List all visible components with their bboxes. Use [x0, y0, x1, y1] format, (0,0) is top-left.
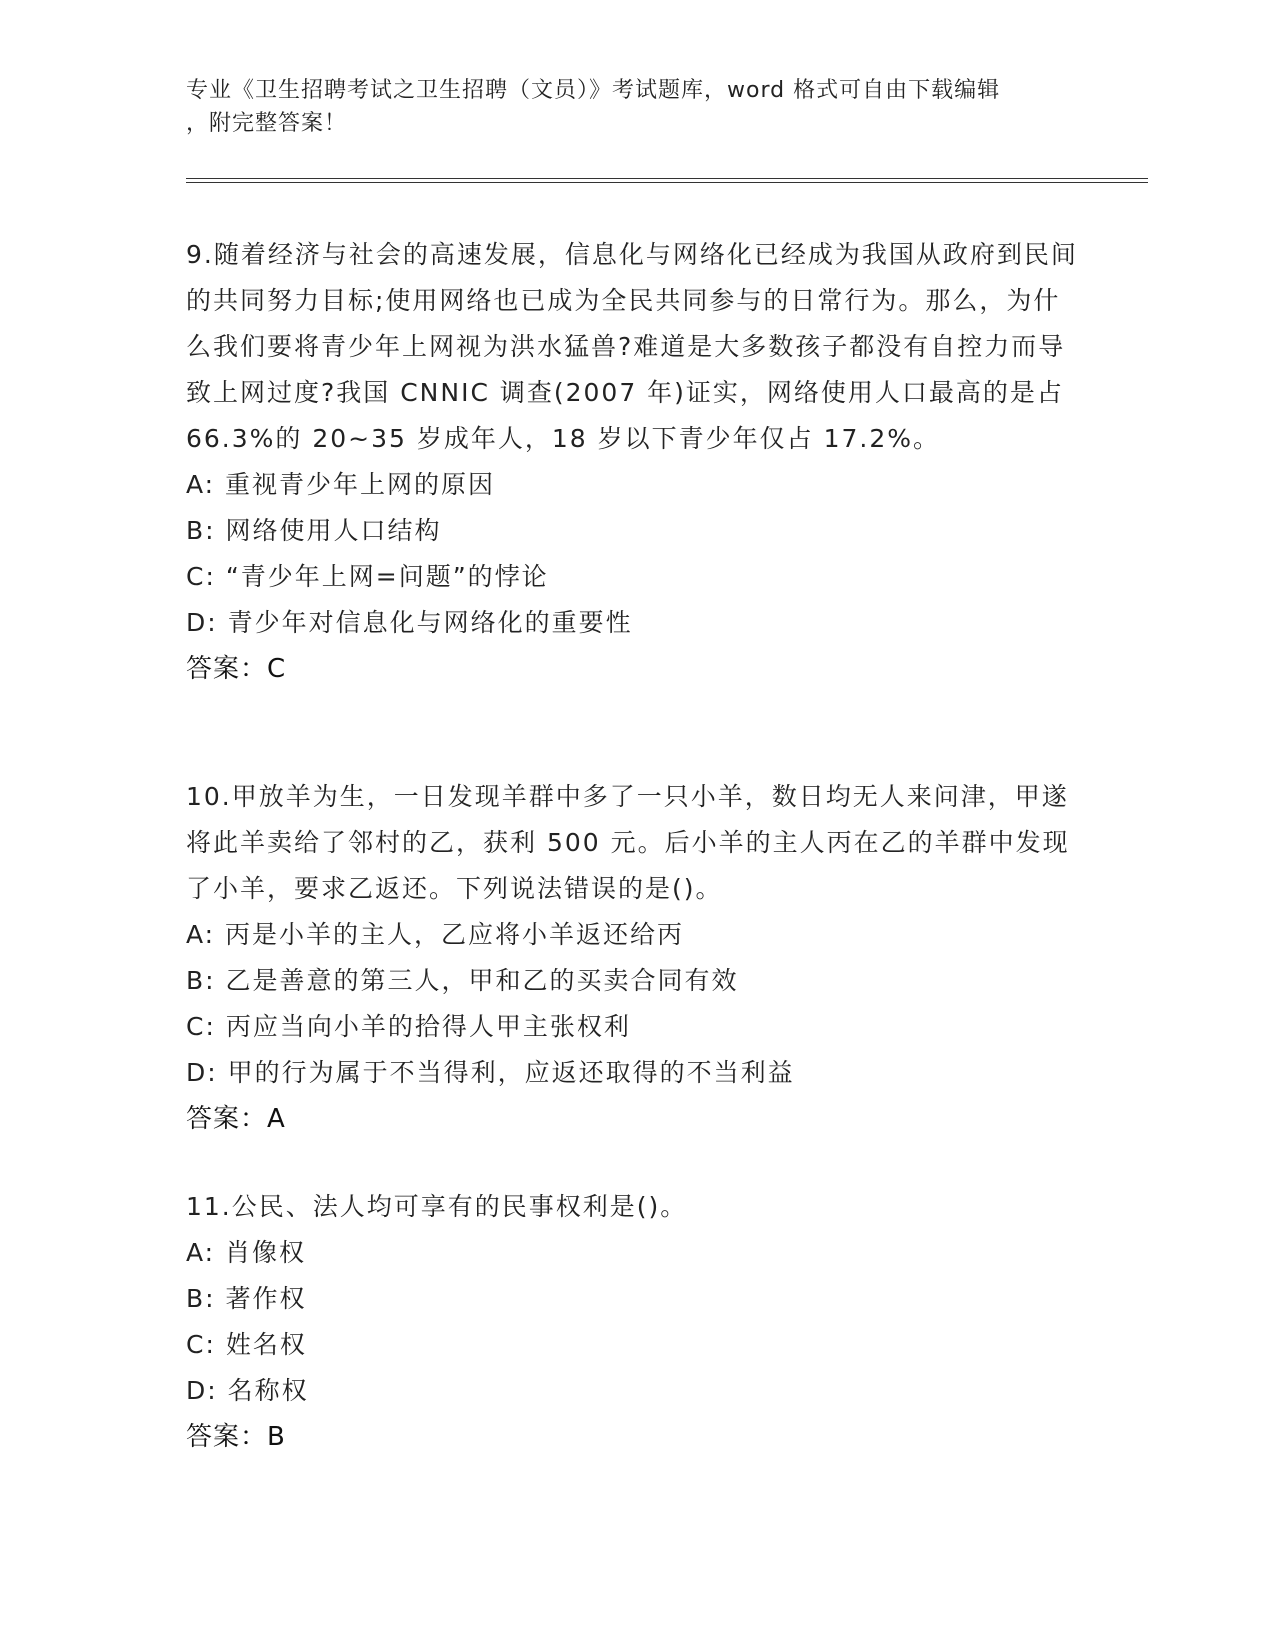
option-d: D: 甲的行为属于不当得利，应返还取得的不当利益	[186, 1058, 795, 1087]
document-header	[186, 74, 1086, 140]
answer: 答案：B	[186, 1422, 286, 1452]
question-10	[186, 774, 1086, 1142]
option-c: C: “青少年上网=问题”的悖论	[186, 562, 549, 591]
question-stem: 11.公民、法人均可享有的民事权利是()。	[186, 1192, 688, 1221]
option-a: A: 丙是小羊的主人，乙应将小羊返还给丙	[186, 920, 685, 949]
option-d: D: 名称权	[186, 1376, 309, 1405]
option-a: A: 肖像权	[186, 1238, 307, 1267]
option-b: B: 网络使用人口结构	[186, 516, 442, 545]
header-line-1: 专业《卫生招聘考试之卫生招聘（文员）》考试题库，word 格式可自由下载编辑	[186, 78, 1001, 103]
answer: 答案：A	[186, 1104, 286, 1134]
option-c: C: 姓名权	[186, 1330, 307, 1359]
answer: 答案：C	[186, 654, 287, 684]
question-stem: 10.甲放羊为生，一日发现羊群中多了一只小羊，数日均无人来问津，甲遂将此羊卖给了邻村的乙，获利 500 元。后小羊的主人丙在乙的羊群中发现了小羊，要求乙返还。下列说法错误的是()。	[186, 782, 1070, 903]
question-9	[186, 232, 1086, 692]
option-a: A: 重视青少年上网的原因	[186, 470, 496, 499]
option-c: C: 丙应当向小羊的拾得人甲主张权利	[186, 1012, 631, 1041]
option-b: B: 乙是善意的第三人，甲和乙的买卖合同有效	[186, 966, 739, 995]
option-b: B: 著作权	[186, 1284, 307, 1313]
header-line-2: ，附完整答案！	[186, 111, 348, 136]
header-double-rule	[186, 178, 1148, 183]
question-11	[186, 1184, 1086, 1460]
question-stem: 9.随着经济与社会的高速发展，信息化与网络化已经成为我国从政府到民间的共同努力目标;使用网络也已成为全民共同参与的日常行为。那么，为什么我们要将青少年上网视为洪水猛兽?难道是大多数孩子都没有自控力而导致上网过度?我国 CNNIC 调查(2007 年)证实，网络使用人口最高的是占 66.3%的 20~35 岁成年人，18 岁以下青少年仅占 17.2%。	[186, 240, 1078, 453]
option-d: D: 青少年对信息化与网络化的重要性	[186, 608, 633, 637]
